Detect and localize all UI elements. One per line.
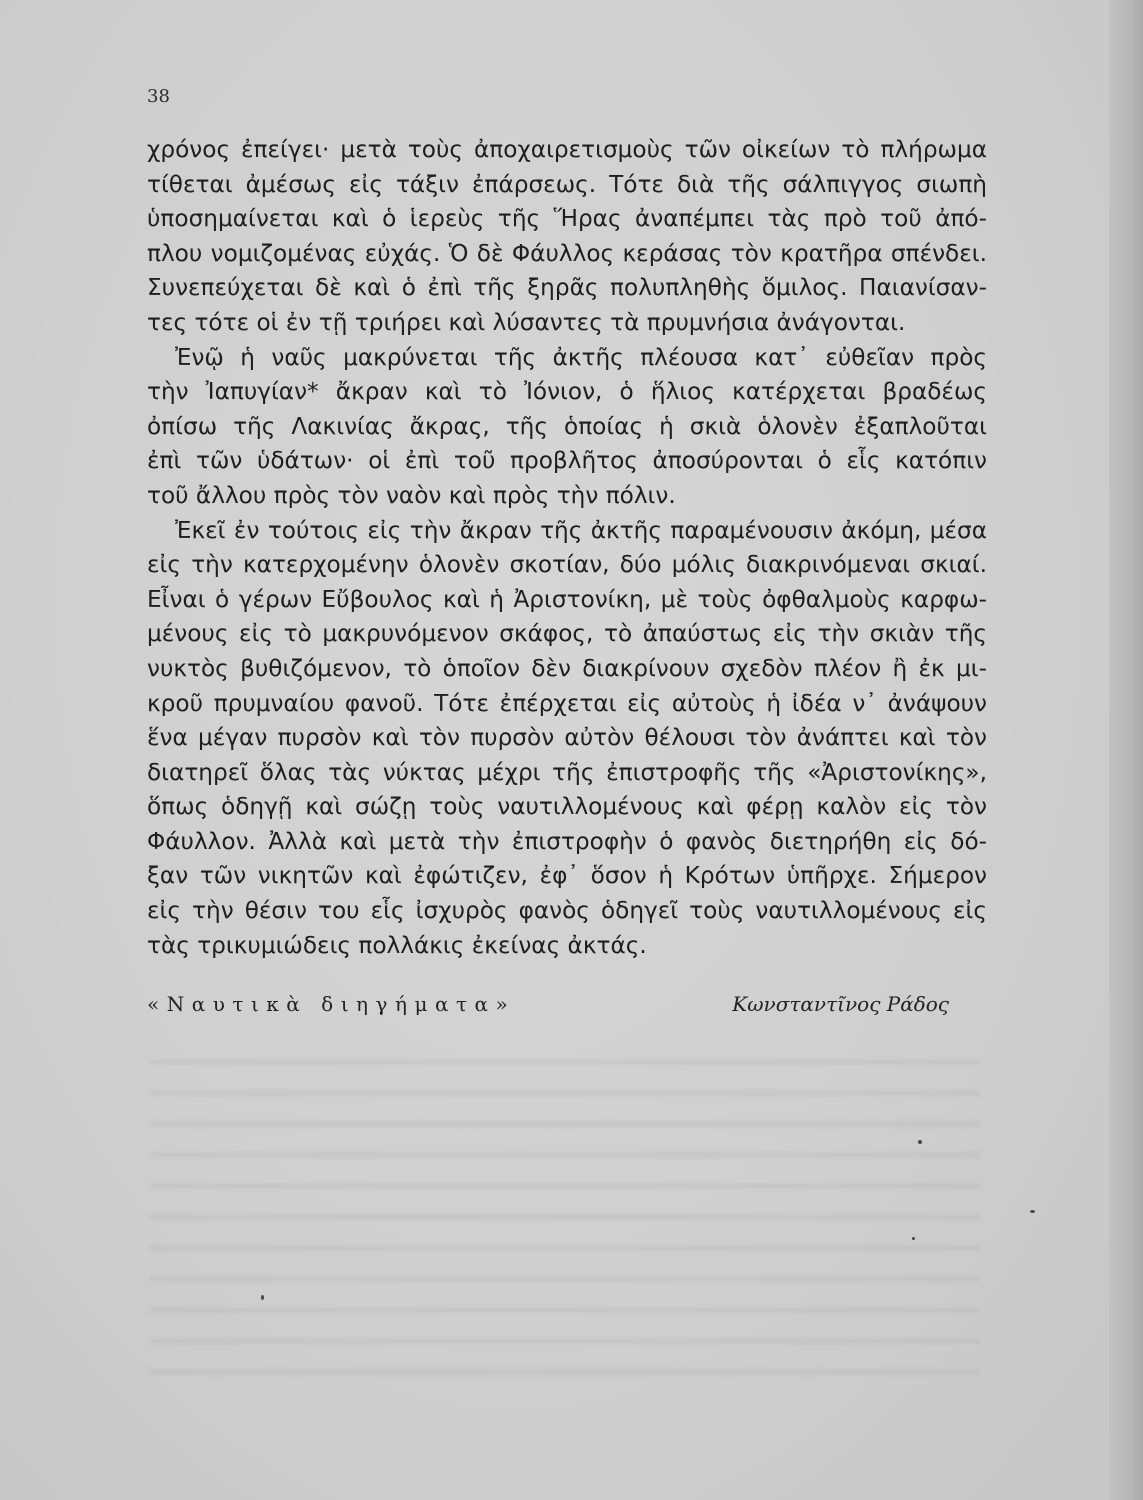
text-line: μένους εἰς τὸ μακρυνόμενον σκάφος, τὸ ἀπαύστως εἰς τὴν σκιὰν τῆς [147, 620, 987, 648]
bleed-through-text [150, 1040, 980, 1390]
text-line: ξαν τῶν νικητῶν καὶ ἐφώτιζεν, ἐφ᾽ ὅσον ἡ Κρότων ὑπῆρχε. Σήμερον [147, 862, 987, 890]
text-line: ὅπως ὁδηγῇ καὶ σώζῃ τοὺς ναυτιλλομένους καὶ φέρῃ καλὸν εἰς τὸν [147, 793, 987, 821]
text-line: πλου νομιζομένας εὐχάς. Ὁ δὲ Φάυλλος κεράσας τὸν κρατῆρα σπένδει. [147, 239, 987, 267]
text-line: Συνεπεύχεται δὲ καὶ ὁ ἐπὶ τῆς ξηρᾶς πολυπληθὴς ὅμιλος. Παιανίσαν- [147, 274, 987, 302]
dust-speck [918, 1140, 922, 1144]
text-line: εἰς τὴν θέσιν του εἷς ἰσχυρὸς φανὸς ὁδηγεῖ τοὺς ναυτιλλομένους εἰς [147, 897, 987, 925]
text-line: Φάυλλον. Ἀλλὰ καὶ μετὰ τὴν ἐπιστροφὴν ὁ φανὸς διετηρήθη εἰς δό- [147, 827, 987, 855]
dust-speck [912, 1237, 915, 1240]
source-title: «Ναυτικὰ διηγήματα» [147, 992, 516, 1016]
body-text [147, 133, 987, 963]
text-line: τίθεται ἀμέσως εἰς τάξιν ἐπάρσεως. Τότε διὰ τῆς σάλπιγγος σιωπὴ [147, 170, 987, 198]
text-line: Εἶναι ὁ γέρων Εὔβουλος καὶ ἡ Ἀριστονίκη, μὲ τοὺς ὀφθαλμοὺς καρφω- [147, 585, 987, 613]
text-line: τες τότε οἱ ἐν τῇ τριήρει καὶ λύσαντες τὰ πρυμνήσια ἀνάγονται. [147, 308, 906, 336]
text-line: χρόνος ἐπείγει· μετὰ τοὺς ἀποχαιρετισμοὺς τῶν οἰκείων τὸ πλήρωμα [147, 136, 987, 163]
text-line: κροῦ πρυμναίου φανοῦ. Τότε ἐπέρχεται εἰς αὐτοὺς ἡ ἰδέα ν᾽ ἀνάψουν [147, 689, 987, 717]
text-line: ὀπίσω τῆς Λακινίας ἄκρας, τῆς ὁποίας ἡ σκιὰ ὁλονὲν ἐξαπλοῦται [147, 412, 987, 440]
text-line: Ἐκεῖ ἐν τούτοις εἰς τὴν ἄκραν τῆς ἀκτῆς παραμένουσιν ἀκόμη, μέσα [175, 516, 987, 544]
dust-speck [1030, 1210, 1035, 1213]
text-line: ἐπὶ τῶν ὑδάτων· οἱ ἐπὶ τοῦ προβλῆτος ἀποσύρονται ὁ εἷς κατόπιν [147, 447, 987, 475]
text-line: ἕνα μέγαν πυρσὸν καὶ τὸν πυρσὸν αὐτὸν θέλουσι τὸν ἀνάπτει καὶ τὸν [147, 724, 987, 752]
text-line: τοῦ ἄλλου πρὸς τὸν ναὸν καὶ πρὸς τὴν πόλιν. [147, 481, 676, 509]
text-line: εἰς τὴν κατερχομένην ὁλονὲν σκοτίαν, δύο μόλις διακρινόμεναι σκιαί. [147, 551, 987, 579]
text-line: ὑποσημαίνεται καὶ ὁ ἱερεὺς τῆς Ἥρας ἀναπέμπει τὰς πρὸ τοῦ ἀπό- [147, 205, 987, 233]
attribution [147, 992, 949, 1028]
text-line: νυκτὸς βυθιζόμενον, τὸ ὁποῖον δὲν διακρίνουν σχεδὸν πλέον ἢ ἐκ μι- [147, 654, 987, 682]
page-number: 38 [147, 86, 170, 107]
text-line: τὰς τρικυμιώδεις πολλάκις ἐκείνας ἀκτάς. [147, 931, 647, 959]
author-name: Κωνσταντῖνος Ράδος [732, 992, 949, 1016]
dust-speck [261, 1295, 264, 1300]
text-line: τὴν Ἰαπυγίαν* ἄκραν καὶ τὸ Ἰόνιον, ὁ ἥλιος κατέρχεται βραδέως [147, 378, 987, 406]
text-line: Ἐνῷ ἡ ναῦς μακρύνεται τῆς ἀκτῆς πλέουσα κατ᾽ εὐθεῖαν πρὸς [175, 343, 987, 371]
page-edge-shadow [1109, 0, 1143, 1500]
text-line: διατηρεῖ ὅλας τὰς νύκτας μέχρι τῆς ἐπιστροφῆς τῆς «Ἀριστονίκης», [147, 758, 987, 786]
